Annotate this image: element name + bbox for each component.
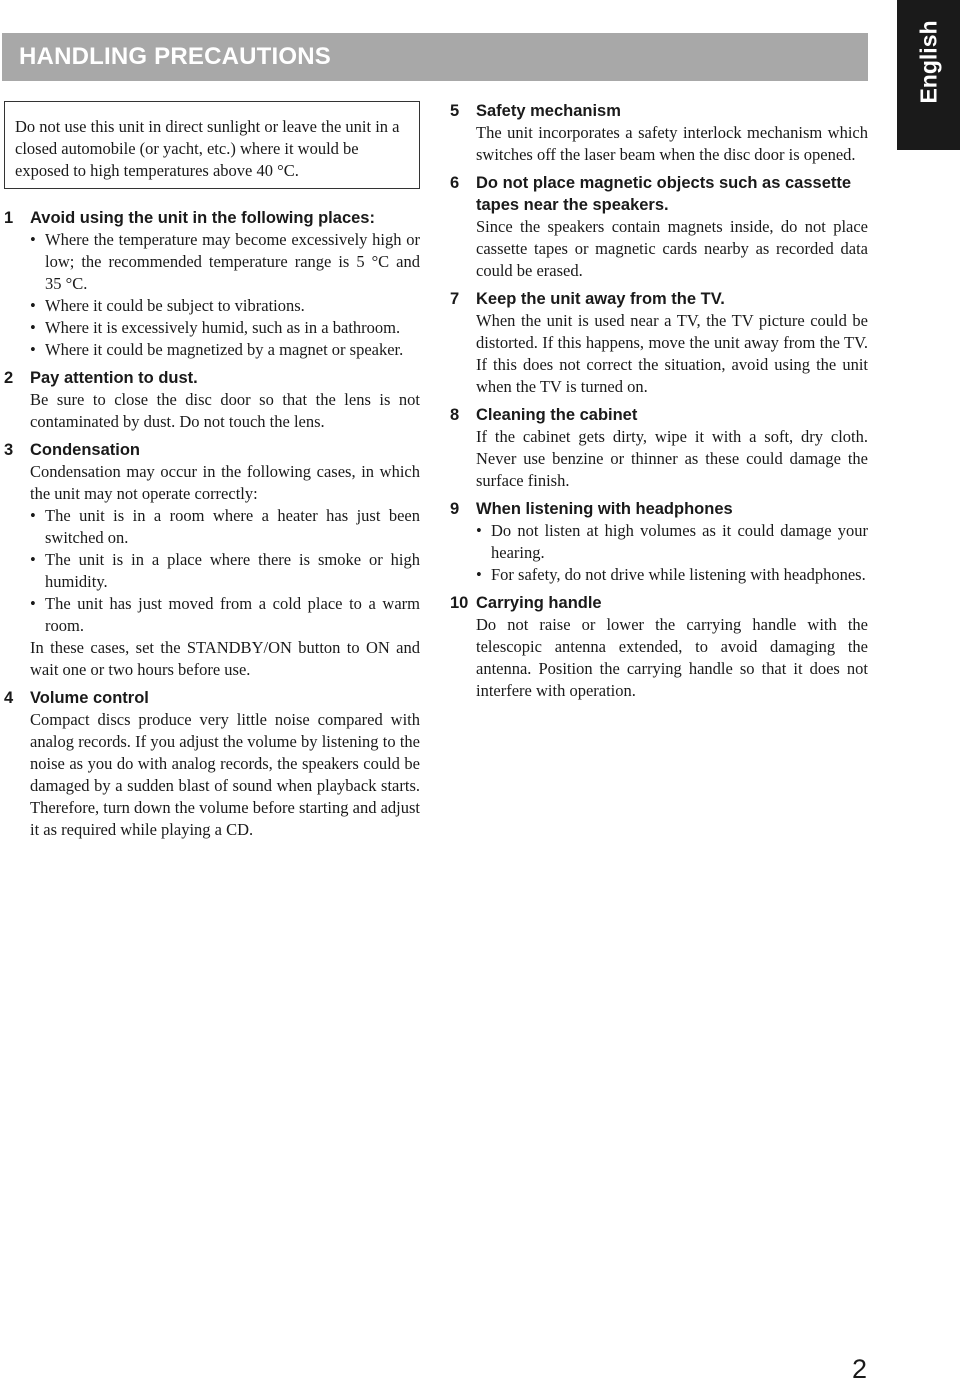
section-heading [450, 498, 868, 520]
section-1 [4, 207, 420, 361]
section-body [476, 614, 868, 702]
section-number: 8 [450, 406, 460, 424]
list-item: • Where it could be magnetized by a magnet or speaker. [30, 339, 420, 361]
section-text: When the unit is used near a TV, the TV picture could be distorted. If this happens, move the unit away from the TV. If this does not correct the situation, avoid using the unit when the TV is turned on. [476, 311, 868, 396]
notice-box [4, 101, 420, 189]
header-bar [2, 33, 868, 81]
section-title: Cleaning the cabinet [476, 406, 638, 424]
section-5 [450, 100, 868, 166]
list-item: • Do not listen at high volumes as it could damage your hearing. [476, 520, 868, 564]
section-number: 6 [450, 174, 460, 192]
list-item: • Where the temperature may become excessively high or low; the recommended temperature range is 5 °C and 35 °C. [30, 229, 420, 295]
language-label: English [915, 20, 941, 104]
section-heading [4, 367, 420, 389]
section-number: 9 [450, 500, 460, 518]
section-title: Keep the unit away from the TV. [476, 290, 725, 308]
section-title: Volume control [30, 689, 149, 707]
section-number: 10 [450, 594, 469, 612]
section-body [476, 426, 868, 492]
section-heading [450, 100, 868, 122]
section-title: Safety mechanism [476, 102, 621, 120]
section-intro: Condensation may occur in the following cases, in which the unit may not operate correctly: [30, 462, 420, 503]
notice-text: Do not use this unit in direct sunlight or leave the unit in a closed automobile (or yacht, etc.) where it would be exposed to high temperatures above 40 °C. [15, 117, 400, 180]
section-title: Carrying handle [476, 594, 602, 612]
section-title: Avoid using the unit in the following places: [30, 209, 375, 227]
bullet-list [30, 505, 420, 637]
section-heading [4, 687, 420, 709]
section-2 [4, 367, 420, 433]
section-text: Do not raise or lower the carrying handle with the telescopic antenna extended, to avoid damaging the antenna. Position the carrying handle so that it does not interfere with operation. [476, 615, 868, 700]
section-number: 2 [4, 369, 14, 387]
section-body [476, 216, 868, 282]
section-7 [450, 288, 868, 398]
section-title: Do not place magnetic objects such as cassette tapes near the speakers. [476, 174, 852, 214]
section-number: 7 [450, 290, 460, 308]
section-text: The unit incorporates a safety interlock mechanism which switches off the laser beam when the disc door is opened. [476, 123, 868, 164]
language-tab [897, 0, 960, 150]
section-9 [450, 498, 868, 586]
bullet-list [30, 229, 420, 361]
page-title: HANDLING PRECAUTIONS [19, 43, 332, 70]
section-heading [450, 288, 868, 310]
section-6 [450, 172, 868, 282]
section-heading [4, 439, 420, 461]
list-item: • Where it could be subject to vibrations. [30, 295, 420, 317]
section-number: 3 [4, 441, 14, 459]
section-text: Since the speakers contain magnets inside, do not place cassette tapes or magnetic cards nearby as recorded data could be erased. [476, 217, 868, 280]
section-title: When listening with headphones [476, 500, 733, 518]
list-item: • For safety, do not drive while listening with headphones. [476, 564, 868, 586]
section-text: Compact discs produce very little noise compared with analog records. If you adjust the volume by listening to the noise as you do with analog records, the speakers could be damaged by a sudden blast of sound when playback starts. Therefore, turn down the volume before starting and adjust it as required while playing a CD. [30, 710, 420, 839]
section-4 [4, 687, 420, 841]
list-item: • The unit is in a room where a heater has just been switched on. [30, 505, 420, 549]
section-heading [4, 207, 420, 229]
section-number: 4 [4, 689, 14, 707]
section-3 [4, 439, 420, 681]
section-heading [450, 404, 868, 426]
page-number: 2 [852, 1354, 868, 1384]
section-body [476, 310, 868, 398]
list-item: • Where it is excessively humid, such as in a bathroom. [30, 317, 420, 339]
section-heading [450, 592, 868, 614]
section-body [30, 709, 420, 841]
list-item: • The unit has just moved from a cold place to a warm room. [30, 593, 420, 637]
section-body [30, 229, 420, 361]
section-text: If the cabinet gets dirty, wipe it with a soft, dry cloth. Never use benzine or thinner as these could damage the surface finish. [476, 427, 868, 490]
right-column [450, 100, 868, 708]
section-number: 1 [4, 209, 14, 227]
bullet-list [476, 520, 868, 586]
section-body [476, 122, 868, 166]
section-title: Pay attention to dust. [30, 369, 198, 387]
section-body [30, 461, 420, 681]
left-column [4, 101, 420, 847]
section-10 [450, 592, 868, 702]
list-item: • The unit is in a place where there is smoke or high humidity. [30, 549, 420, 593]
section-text: Be sure to close the disc door so that the lens is not contaminated by dust. Do not touch the lens. [30, 390, 420, 431]
section-number: 5 [450, 102, 460, 120]
section-outro: In these cases, set the STANDBY/ON button to ON and wait one or two hours before use. [30, 638, 420, 679]
section-body [476, 520, 868, 586]
section-title: Condensation [30, 441, 140, 459]
section-body [30, 389, 420, 433]
section-8 [450, 404, 868, 492]
section-heading [450, 172, 868, 216]
